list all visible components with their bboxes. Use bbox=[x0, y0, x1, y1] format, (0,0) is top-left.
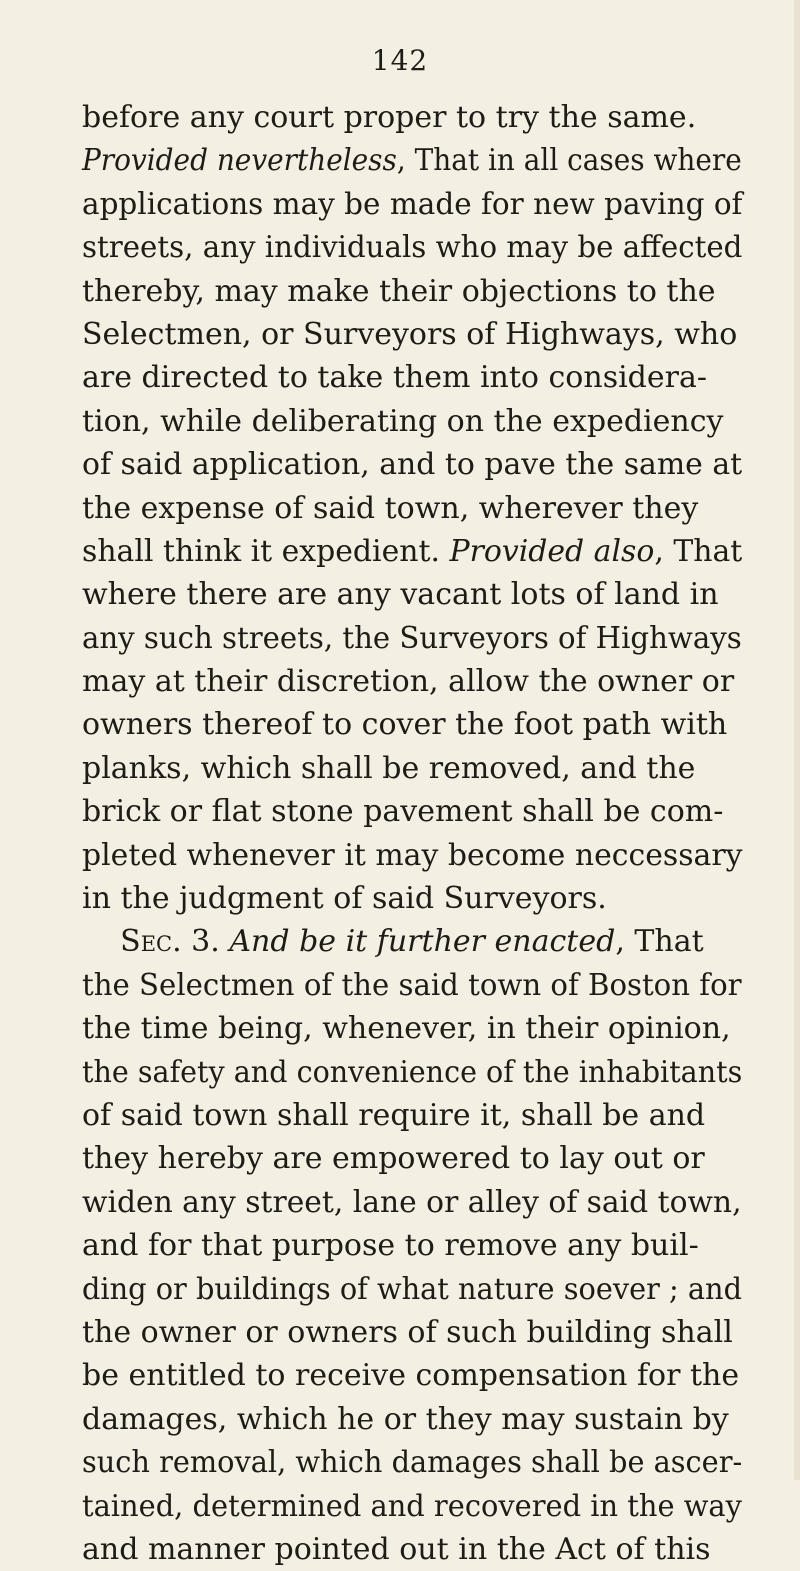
text-line bbox=[82, 443, 743, 486]
text-segment: , That bbox=[615, 924, 704, 960]
text-line bbox=[82, 313, 742, 356]
text-segment: and manner pointed out in the Act of this bbox=[82, 1531, 711, 1567]
text-segment: shall think it expedient. bbox=[82, 533, 450, 569]
text-segment: the time being, whenever, in their opinion, bbox=[82, 1011, 731, 1047]
text-line bbox=[82, 1094, 742, 1137]
text-line bbox=[82, 270, 742, 313]
text-line bbox=[82, 617, 742, 660]
text-segment: the Selectmen of the said town of Boston for bbox=[82, 967, 742, 1003]
text-line bbox=[82, 1007, 742, 1050]
text-line bbox=[82, 1528, 742, 1571]
page-number: 142 bbox=[371, 44, 429, 77]
text-segment: brick or flat stone pavement shall be com- bbox=[82, 794, 724, 830]
text-line bbox=[82, 1398, 742, 1441]
text-line bbox=[82, 834, 743, 877]
text-segment: applications may be made for new paving of bbox=[82, 186, 743, 222]
italic-phrase: Provided also bbox=[449, 533, 655, 569]
text-line bbox=[82, 96, 742, 139]
text-segment: damages, which he or they may sustain by bbox=[82, 1401, 729, 1437]
body-text bbox=[82, 96, 742, 1571]
text-segment: they hereby are empowered to lay out or bbox=[82, 1141, 705, 1177]
text-segment: streets, any individuals who may be affected bbox=[82, 230, 743, 266]
text-segment: , That bbox=[654, 533, 743, 569]
text-segment: widen any street, lane or alley of said town, bbox=[82, 1184, 742, 1220]
text-line bbox=[82, 183, 743, 226]
text-segment: tained, determined and recovered in the way bbox=[82, 1488, 742, 1524]
text-line bbox=[82, 139, 742, 182]
section-label: Sec bbox=[120, 924, 173, 960]
text-line bbox=[82, 1311, 742, 1354]
text-line bbox=[82, 920, 742, 963]
text-segment: the safety and convenience of the inhabitants bbox=[82, 1054, 743, 1090]
text-line bbox=[82, 1268, 743, 1311]
text-line bbox=[82, 790, 742, 833]
text-segment: before any court proper to try the same. bbox=[82, 100, 697, 135]
text-segment: tion, while deliberating on the expediency bbox=[82, 403, 724, 439]
text-segment: in the judgment of said Surveyors. bbox=[82, 881, 607, 917]
text-segment: any such streets, the Surveyors of Highways bbox=[82, 620, 742, 656]
text-line bbox=[82, 226, 743, 269]
text-line bbox=[82, 1137, 742, 1180]
text-segment: thereby, may make their objections to the bbox=[82, 273, 716, 309]
text-line bbox=[82, 487, 742, 530]
text-segment: be entitled to receive compensation for the bbox=[82, 1358, 740, 1394]
text-segment bbox=[82, 924, 120, 959]
italic-phrase: Provided nevertheless bbox=[82, 143, 397, 179]
text-line bbox=[82, 660, 742, 703]
text-segment: Selectmen, or Surveyors of Highways, who bbox=[82, 316, 738, 352]
text-segment: owners thereof to cover the foot path with bbox=[82, 707, 728, 743]
text-segment: planks, which shall be removed, and the bbox=[82, 750, 696, 786]
text-segment: , That in all cases where bbox=[396, 143, 742, 179]
text-line bbox=[82, 1224, 742, 1267]
text-line bbox=[82, 356, 742, 399]
text-segment: ding or buildings of what nature soever ; and bbox=[82, 1271, 743, 1307]
text-segment: the expense of said town, wherever they bbox=[82, 490, 699, 526]
text-line bbox=[82, 573, 742, 616]
text-line bbox=[82, 530, 743, 573]
text-line bbox=[82, 747, 742, 790]
text-line bbox=[82, 1354, 742, 1397]
text-segment: pleted whenever it may become neccessary bbox=[82, 837, 743, 873]
text-segment: the owner or owners of such building shall bbox=[82, 1314, 733, 1350]
text-segment: of said town shall require it, shall be and bbox=[82, 1097, 706, 1133]
text-segment: may at their discretion, allow the owner or bbox=[82, 664, 735, 700]
text-segment: and for that purpose to remove any buil- bbox=[82, 1228, 699, 1264]
text-line bbox=[82, 1181, 742, 1224]
page-edge bbox=[794, 0, 800, 1480]
text-segment: such removal, which damages shall be ascer- bbox=[82, 1445, 743, 1481]
text-line bbox=[82, 1051, 743, 1094]
text-line bbox=[82, 1485, 742, 1528]
text-segment: of said application, and to pave the same at bbox=[82, 447, 743, 483]
text-line bbox=[82, 964, 742, 1007]
text-line bbox=[82, 400, 742, 443]
text-segment: are directed to take them into considera- bbox=[82, 360, 708, 396]
text-line bbox=[82, 877, 742, 920]
text-segment: . 3. bbox=[172, 924, 230, 960]
text-line bbox=[82, 1441, 743, 1484]
text-segment: where there are any vacant lots of land in bbox=[82, 577, 719, 613]
text-line bbox=[82, 703, 742, 746]
italic-phrase: And be it further enacted bbox=[229, 924, 616, 960]
